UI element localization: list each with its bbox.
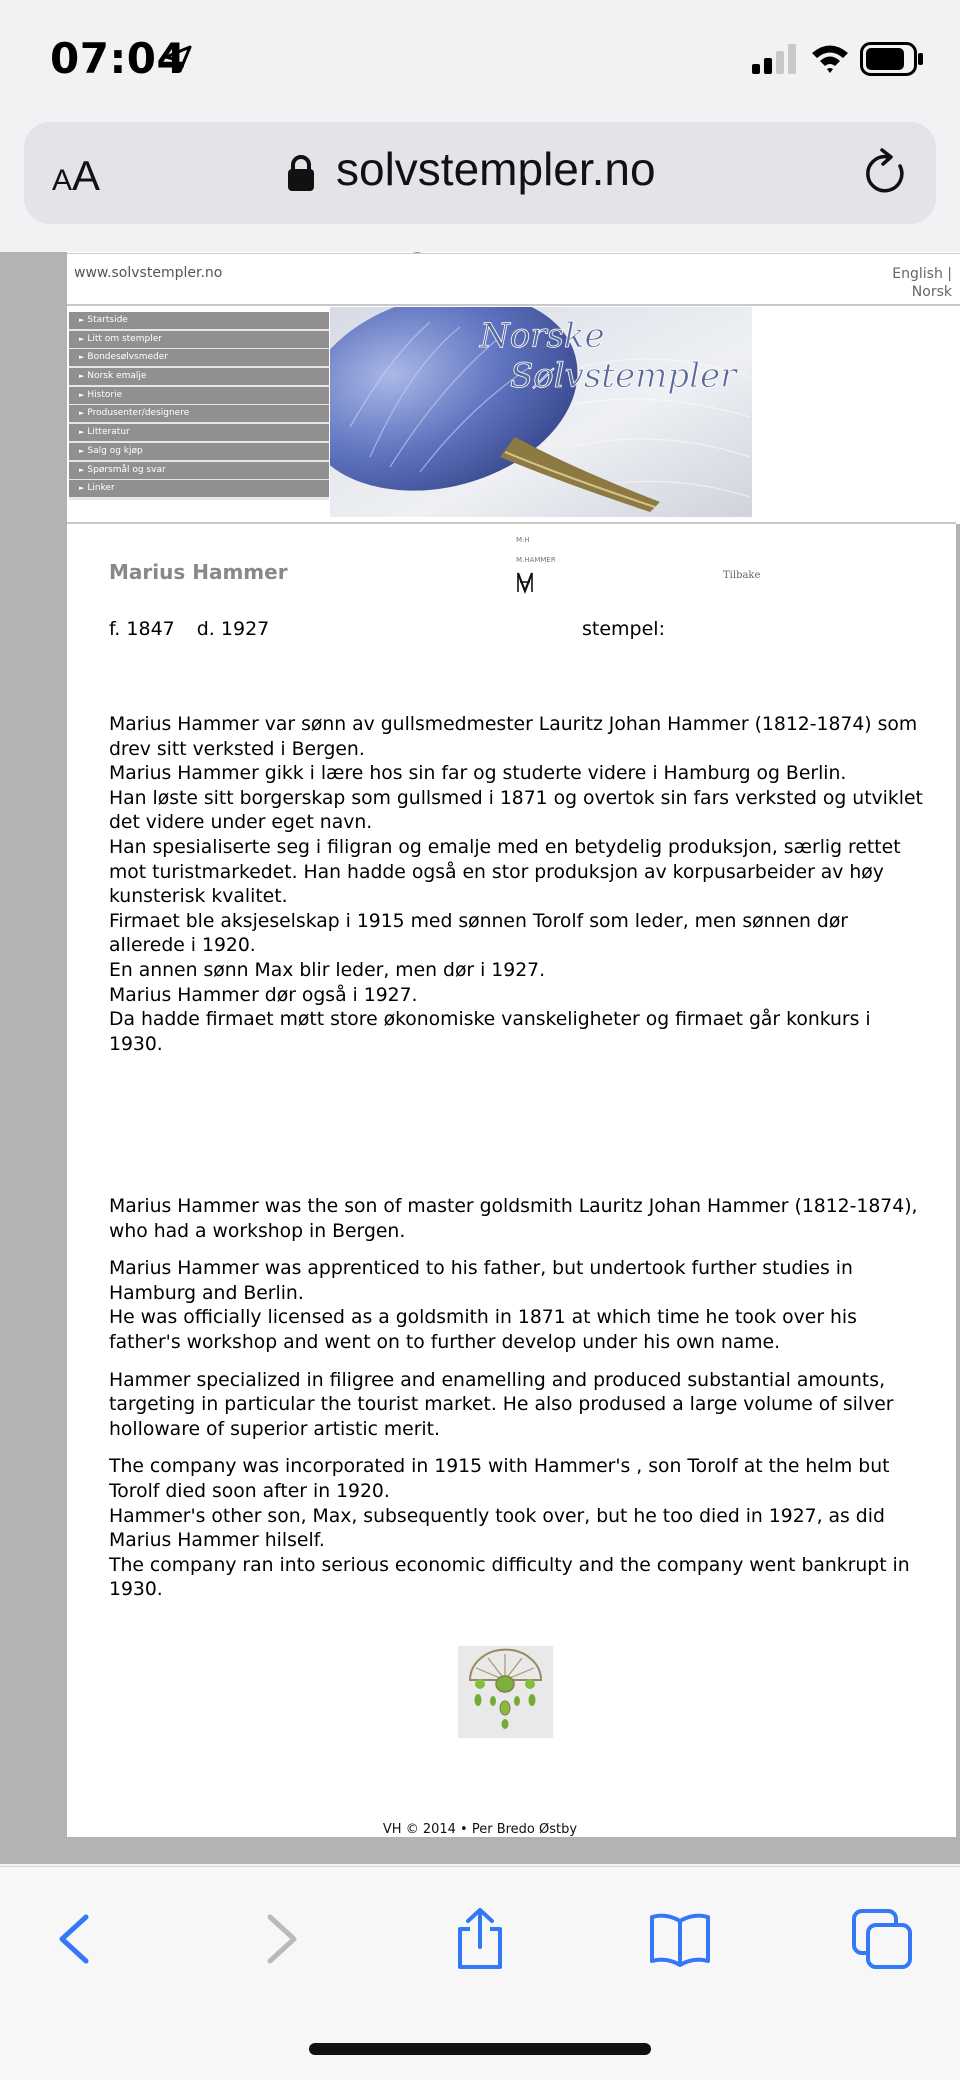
nav-item-produsenter[interactable]: ► Produsenter/designere <box>69 405 329 422</box>
banner-title-line2: Sølvstempler <box>510 356 737 396</box>
battery-icon <box>860 42 924 76</box>
english-biography: Marius Hammer was the son of master goldsmith Lauritz Johan Hammer (1812-1874), who had a workshop in Bergen. Marius Hammer was apprenticed to his father, but undertook further studies in Hamburg and Berlin. He was officially licensed as a goldsmith in 1871 at which time he took over his father's workshop and went on to further develop under his own name. Hammer specialized in filigree and enamelling and produced substantial amounts, targeting in particular the tourist market. He also prodused a large volume of silver holloware of superior artistic merit. The company was incorporated in 1915 with Hammer's , son Torolf at the helm but Torolf died soon after in 1920. Hammer's other son, Max, subsequently took over, but he too died in 1927, as did Marius Hammer hilself. The company ran into serious economic difficulty and the company went bankrupt in 1930. <box>109 1196 918 1601</box>
nav-item-linker[interactable]: ► Linker <box>69 480 329 497</box>
nav-item-startside[interactable]: ► Startside <box>69 312 329 329</box>
stamp-monogram-icon <box>516 570 534 596</box>
location-arrow-icon <box>163 44 193 74</box>
share-icon[interactable] <box>448 1907 512 1971</box>
lock-icon <box>286 154 316 192</box>
page-gutter-left <box>0 252 67 1864</box>
page-gutter-right <box>956 524 960 1864</box>
banner-image <box>330 307 752 517</box>
text-size-button[interactable]: AA <box>52 152 101 199</box>
footer-copyright: VH © 2014 • Per Bredo Østby <box>382 1822 578 1837</box>
lang-norsk-link[interactable]: Norsk <box>911 284 952 300</box>
stamp-label: stempel: <box>582 618 665 640</box>
page-title: Marius Hammer <box>109 560 288 584</box>
status-bar <box>0 0 960 120</box>
life-dates <box>109 618 291 640</box>
stamp-mark-mh: M:H <box>516 536 530 544</box>
browser-toolbar <box>0 1866 960 2080</box>
nav-item-emalje[interactable]: ► Norsk emalje <box>69 368 329 385</box>
nav-item-historie[interactable]: ► Historie <box>69 387 329 404</box>
nav-item-bondesolvsmeder[interactable]: ► Bondesølvsmeder <box>69 349 329 366</box>
wifi-icon <box>810 42 850 74</box>
side-nav <box>69 312 329 500</box>
cellular-signal-icon <box>752 44 796 74</box>
address-bar[interactable] <box>24 122 936 224</box>
bookmarks-icon[interactable] <box>648 1907 712 1971</box>
stamp-mark-hammer: M.HAMMER <box>516 556 556 564</box>
tabs-icon[interactable] <box>850 1907 914 1971</box>
birth-year: f. 1847 <box>109 618 175 640</box>
forward-chevron-icon[interactable] <box>248 1907 312 1971</box>
home-indicator <box>309 2043 651 2055</box>
lang-english-link[interactable]: English | <box>892 266 952 282</box>
norwegian-biography: Marius Hammer var sønn av gullsmedmester Lauritz Johan Hammer (1812-1874) som drev sitt verksted i Bergen. Marius Hammer gikk i lære hos sin far og studerte videre i Hamburg og Berlin. Han løste sitt borgerskap som gullsmed i 1871 og overtok sin fars verksted og utviklet det videre under eget navn. Han spesialiserte seg i filigran og emalje med en betydelig produksjon, særlig rettet mot turistmarkedet. Han hadde også en stor produksjon av korpusarbeider av høy kunsterisk kvalitet. Firmaet ble aksjeselskap i 1915 med sønnen Torolf som leder, men sønnen dør allerede i 1920. En annen sønn Max blir leder, men dør i 1927. Marius Hammer dør også i 1927. Da hadde firmaet møtt store økonomiske vanskeligheter og firmaet går konkurs i 1930. <box>109 714 923 1055</box>
banner-title-line1: Norske <box>480 316 605 356</box>
web-content <box>0 252 960 1864</box>
page-gutter-bottom <box>0 1837 960 1864</box>
reload-icon[interactable] <box>862 148 910 198</box>
death-year: d. 1927 <box>196 618 270 640</box>
url-domain[interactable]: solvstempler.no <box>336 143 656 195</box>
site-url-text[interactable]: www.solvstempler.no <box>74 265 223 281</box>
nav-item-sporsmal[interactable]: ► Spørsmål og svar <box>69 462 329 479</box>
nav-item-salg[interactable]: ► Salg og kjøp <box>69 443 329 460</box>
nav-item-litteratur[interactable]: ► Litteratur <box>69 424 329 441</box>
nav-item-stempler[interactable]: ► Litt om stempler <box>69 331 329 348</box>
brooch-image <box>458 1646 553 1738</box>
back-chevron-icon[interactable] <box>44 1907 108 1971</box>
back-link[interactable]: Tilbake <box>723 570 761 581</box>
status-time: 07:04 <box>50 34 187 83</box>
language-switch <box>892 265 952 301</box>
